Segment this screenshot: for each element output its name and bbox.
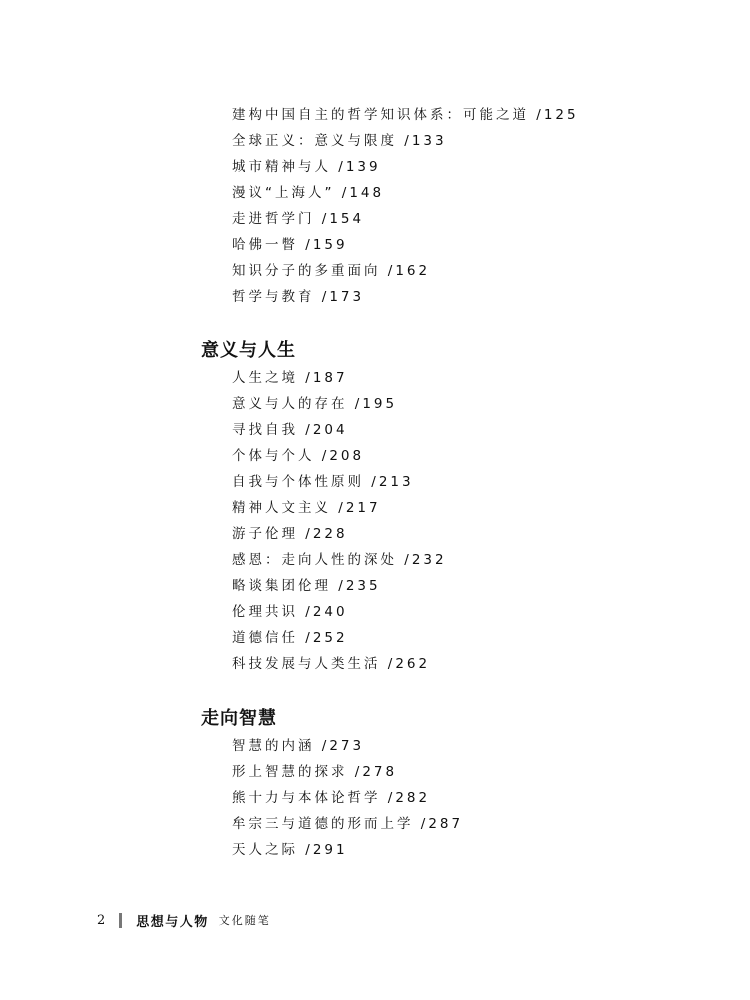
toc-entry: 建构中国自主的哲学知识体系：可能之道 /125 [232, 107, 579, 123]
toc-entry: 天人之际 /291 [232, 842, 348, 858]
toc-entry: 漫议“上海人” /148 [232, 185, 385, 201]
toc-entry: 游子伦理 /228 [232, 526, 348, 542]
toc-entry: 科技发展与人类生活 /262 [232, 656, 431, 672]
toc-entry: 牟宗三与道德的形而上学 /287 [232, 816, 464, 832]
toc-entry: 略谈集团伦理 /235 [232, 578, 381, 594]
toc-entry: 知识分子的多重面向 /162 [232, 263, 431, 279]
page-footer [97, 909, 271, 931]
toc-entry: 人生之境 /187 [232, 370, 348, 386]
toc-entry: 哈佛一瞥 /159 [232, 237, 348, 253]
series-title: 文化随笔 [218, 914, 271, 927]
toc-entry: 走进哲学门 /154 [232, 211, 365, 227]
toc-entry: 精神人文主义 /217 [232, 500, 381, 516]
toc-entry: 智慧的内涵 /273 [232, 738, 365, 754]
toc-entry: 伦理共识 /240 [232, 604, 348, 620]
toc-entry: 自我与个体性原则 /213 [232, 474, 414, 490]
toc-entry: 个体与个人 /208 [232, 448, 365, 464]
toc-entry: 道德信任 /252 [232, 630, 348, 646]
toc-entry: 意义与人的存在 /195 [232, 396, 398, 412]
toc-entry: 全球正义：意义与限度 /133 [232, 133, 447, 149]
toc-entry: 形上智慧的探求 /278 [232, 764, 398, 780]
toc-entry: 熊十力与本体论哲学 /282 [232, 790, 431, 806]
page-number: 2 [97, 912, 106, 928]
footer-divider-bar [119, 913, 122, 928]
section-heading: 意义与人生 [201, 340, 296, 361]
book-title: 思想与人物 [136, 914, 209, 930]
toc-entry: 寻找自我 /204 [232, 422, 348, 438]
toc-entry: 城市精神与人 /139 [232, 159, 381, 175]
section-heading: 走向智慧 [201, 708, 277, 729]
toc-entry: 感恩：走向人性的深处 /232 [232, 552, 447, 568]
toc-entry: 哲学与教育 /173 [232, 289, 365, 305]
